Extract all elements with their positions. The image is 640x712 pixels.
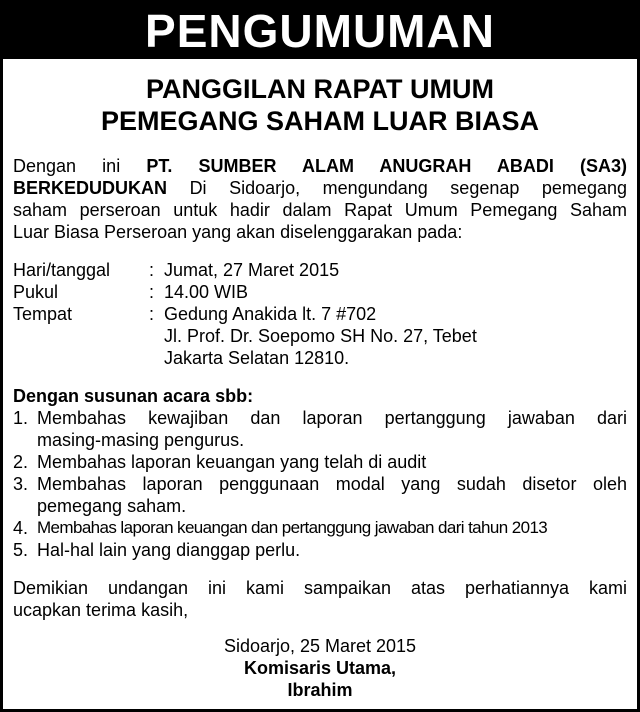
signature-role: Komisaris Utama, (243, 658, 397, 678)
agenda-item-text: Hal-hal lain yang dianggap perlu. (37, 540, 301, 560)
schedule-colon: : (149, 260, 155, 280)
schedule-value: Jumat, 27 Maret 2015 (164, 260, 340, 280)
agenda-item-number: 1. (13, 408, 29, 428)
agenda-item-text: Membahas laporan keuangan dan pertanggung jawaban dari tahun 2013 (37, 518, 548, 537)
address-line-3: Jakarta Selatan 12810. (164, 348, 350, 368)
agenda-item-continuation: masing-masing pengurus. (37, 430, 245, 450)
intro-line-4: Luar Biasa Perseroan yang akan diselenggarakan pada: (13, 222, 463, 242)
closing-line-2: ucapkan terima kasih, (13, 600, 189, 620)
heading-line-2: PEMEGANG SAHAM LUAR BIASA (100, 106, 539, 136)
agenda-item-continuation: pemegang saham. (37, 496, 187, 516)
heading-line-1: PANGGILAN RAPAT UMUM (146, 74, 494, 104)
intro-line-2 (13, 177, 627, 199)
signature-name: Ibrahim (287, 680, 353, 700)
schedule-label: Pukul (13, 282, 59, 302)
agenda-item-number: 3. (13, 474, 29, 494)
closing-line-1: Demikian undangan ini kami sampaikan atas perhatiannya kami (13, 578, 627, 598)
agenda-item-text: Membahas kewajiban dan laporan pertanggung jawaban dari (37, 408, 627, 428)
intro-domicile-label: BERKEDUDUKAN (13, 178, 168, 198)
schedule-value: Gedung Anakida lt. 7 #702 (164, 304, 377, 324)
schedule-colon: : (149, 282, 155, 302)
intro-prefix: Dengan ini (13, 156, 121, 176)
intro-line-3: saham perseroan untuk hadir dalam Rapat Umum Pemegang Saham (13, 200, 627, 220)
schedule-label: Tempat (13, 304, 73, 324)
agenda-item-text: Membahas laporan keuangan yang telah di audit (37, 452, 427, 472)
address-line-2: Jl. Prof. Dr. Soepomo SH No. 27, Tebet (164, 326, 477, 346)
schedule-colon: : (149, 304, 155, 324)
schedule-value: 14.00 WIB (164, 282, 249, 302)
announcement-header: PENGUMUMAN (3, 3, 637, 59)
agenda-item-text: Membahas laporan penggunaan modal yang sudah disetor oleh (37, 474, 627, 494)
signature-place-date: Sidoarjo, 25 Maret 2015 (223, 636, 417, 656)
intro-line-1 (13, 155, 627, 177)
agenda-item-number: 2. (13, 452, 29, 472)
schedule-label: Hari/tanggal (13, 260, 111, 280)
company-name: PT. SUMBER ALAM ANUGRAH ABADI (SA3) (146, 156, 627, 176)
agenda-item-number: 4. (13, 518, 29, 538)
agenda-item-number: 5. (13, 540, 29, 560)
agenda-heading: Dengan susunan acara sbb: (13, 386, 254, 406)
intro-domicile-text: Di Sidoarjo, mengundang segenap pemegang (189, 178, 627, 198)
